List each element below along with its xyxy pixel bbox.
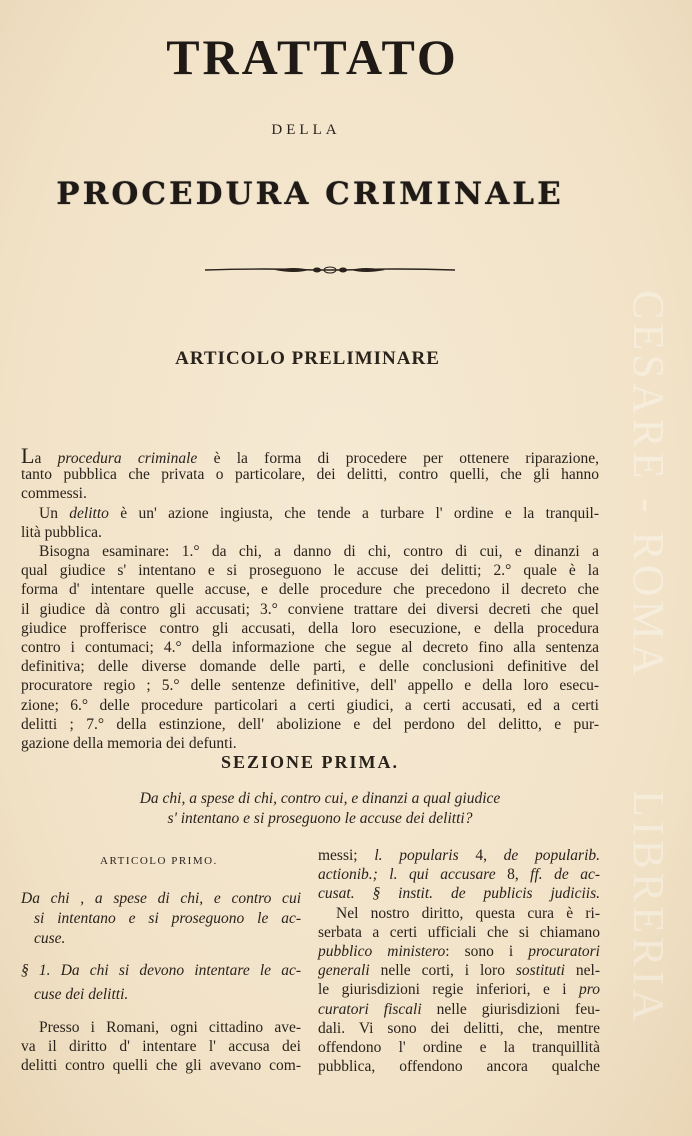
text-segment: Presso i Romani, ogni cittadino ave-: [39, 1019, 301, 1036]
text-segment: : sono i: [445, 943, 529, 960]
text-segment: dali. Vi sono dei delitti, che, mentre: [318, 1019, 600, 1037]
drop-initial: L: [21, 443, 35, 468]
text-segment: nel-: [564, 962, 600, 980]
text-line: [318, 923, 600, 942]
italic-text: curatori fiscali: [318, 1000, 422, 1018]
text-segment: serbata a certi ufficiali che si chiamano: [318, 923, 600, 941]
italic-text: sostituti: [515, 962, 565, 980]
sezione-subtitle: s' intentano e si proseguono le accuse dei delitti?: [167, 810, 473, 827]
italic-text: pro: [579, 981, 600, 999]
text-line: [21, 638, 599, 657]
text-segment: commessi.: [21, 485, 87, 503]
col1-heading-line: si intentano e si proseguono le ac-: [34, 910, 301, 927]
text-segment: gazione della memoria dei defunti.: [21, 735, 237, 752]
text-line: [318, 865, 600, 884]
italic-text: delitto: [69, 504, 109, 522]
sezione-heading: SEZIONE PRIMA.: [220, 752, 400, 772]
text-segment: messi;: [318, 847, 375, 864]
watermark: CESARE - ROMA: [624, 290, 673, 680]
text-segment: contro i contumaci; 4.° della informazione che segue al decreto fino alla sentenza: [21, 639, 599, 656]
text-line: [318, 904, 600, 923]
watermark: LIBRERIA: [624, 790, 673, 1025]
italic-text: procuratori: [528, 943, 600, 960]
text-segment: il giudice dà contro gli accusati; 3.° conviene trattare dei diversi decreti che quel: [21, 600, 599, 618]
italic-text: cusat. § instit. de publicis judiciis.: [318, 885, 600, 903]
text-line: [21, 523, 599, 542]
text-segment: lità pubblica.: [21, 523, 102, 541]
text-segment: zione; 6.° delle procedure particolari a certi giudici, a certi accusati, ed a certi: [21, 696, 599, 714]
text-line: [21, 619, 599, 638]
text-segment: è un' azione ingiusta, che tende a turbare l' ordine e la tranquil-: [108, 504, 599, 522]
text-segment: giudice profferisce contro gli accusati, della loro esecuzione, e della procedura: [21, 619, 599, 637]
text-line: [21, 696, 599, 715]
text-segment: procuratore regio ; 5.° delle sentenze definitive, dell' appello e della loro esecu-: [21, 677, 599, 695]
text-segment: tanto pubblica che privata o particolare, dei delitti, contro quelli, che gli hanno: [21, 466, 599, 484]
text-line: [21, 484, 599, 503]
italic-text: actionib.; l. qui accusare: [318, 866, 496, 884]
text-segment: 8,: [495, 866, 531, 884]
text-line: [21, 1037, 301, 1056]
text-segment: delitti ; 7.° della estinzione, dell' abolizione e del perdono del delitto, e pur-: [21, 715, 599, 733]
italic-text: pubblico ministero: [318, 943, 446, 960]
text-line: [21, 465, 599, 484]
text-segment: Un: [39, 504, 70, 522]
text-line: [21, 542, 599, 561]
text-segment: offendono l' ordine e la tranquillità: [318, 1039, 600, 1056]
text-line: [21, 580, 599, 599]
text-line: [318, 961, 600, 980]
text-line: [21, 504, 599, 523]
text-line: [318, 1038, 600, 1057]
paragraph-heading: § 1. Da chi si devono intentare le ac-: [21, 962, 301, 979]
text-segment: nelle giurisdizioni feu-: [421, 1000, 600, 1018]
text-segment: La: [21, 443, 58, 468]
text-line: [21, 600, 599, 619]
sezione-subtitle: Da chi, a spese di chi, contro cui, e dinanzi a qual giudice: [139, 790, 501, 807]
italic-text: de popularib.: [503, 847, 601, 864]
book-subtitle: PROCEDURA CRIMINALE: [56, 176, 564, 212]
text-segment: 4,: [458, 847, 504, 864]
text-line: [21, 1056, 301, 1075]
text-segment: va il diritto d' intentare l' accusa dei: [21, 1038, 301, 1056]
text-segment: pubblica, offendono ancora qualche: [318, 1058, 600, 1076]
italic-text: procedura criminale: [57, 450, 198, 467]
text-line: [21, 1018, 301, 1037]
text-segment: è la forma di procedere per ottenere riparazione,: [197, 450, 599, 467]
text-line: [21, 561, 599, 580]
text-segment: nelle corti, i loro: [369, 962, 516, 980]
col1-heading-line: Da chi , a spese di chi, e contro cui: [21, 890, 301, 907]
title-della: DELLA: [271, 122, 341, 138]
italic-text: l. popularis: [374, 847, 459, 864]
italic-text: generali: [318, 962, 370, 980]
text-line: [318, 1057, 600, 1076]
text-segment: Nel nostro diritto, questa cura è ri-: [336, 904, 600, 922]
text-line: [318, 846, 600, 865]
col1-heading-line: cuse.: [34, 930, 66, 947]
text-line: [318, 980, 600, 999]
text-line: [21, 715, 599, 734]
section-heading: ARTICOLO PRELIMINARE: [175, 348, 440, 369]
text-segment: Bisogna esaminare: 1.° da chi, a danno di chi, contro di cui, e dinanzi a: [39, 543, 599, 560]
text-line: [21, 734, 599, 753]
ornament-divider: [205, 262, 455, 278]
text-line: [21, 657, 599, 676]
text-segment: le giurisdizioni regie inferiori, e i: [318, 981, 580, 999]
text-line: [318, 1000, 600, 1019]
book-title: TRATTATO: [166, 29, 459, 85]
text-line: [21, 676, 599, 695]
text-segment: definitiva; delle diverse domande delle parti, e delle conclusioni definitive del: [21, 658, 599, 676]
italic-text: ff. de ac-: [530, 866, 601, 884]
text-segment: delitti contro quelli che gli avevano com-: [21, 1057, 301, 1075]
text-segment: forma d' intentare quelle accuse, e delle procedure che precedono il decreto che: [21, 581, 599, 599]
paragraph-heading: cuse dei delitti.: [34, 986, 129, 1003]
text-line: [318, 884, 600, 903]
text-line: [318, 1019, 600, 1038]
text-line: [318, 942, 600, 961]
articolo-primo-heading: ARTICOLO PRIMO.: [100, 855, 218, 867]
text-segment: qual giudice s' intentano e si proseguono le accuse dei delitti; 2.° quale è la: [21, 562, 599, 580]
